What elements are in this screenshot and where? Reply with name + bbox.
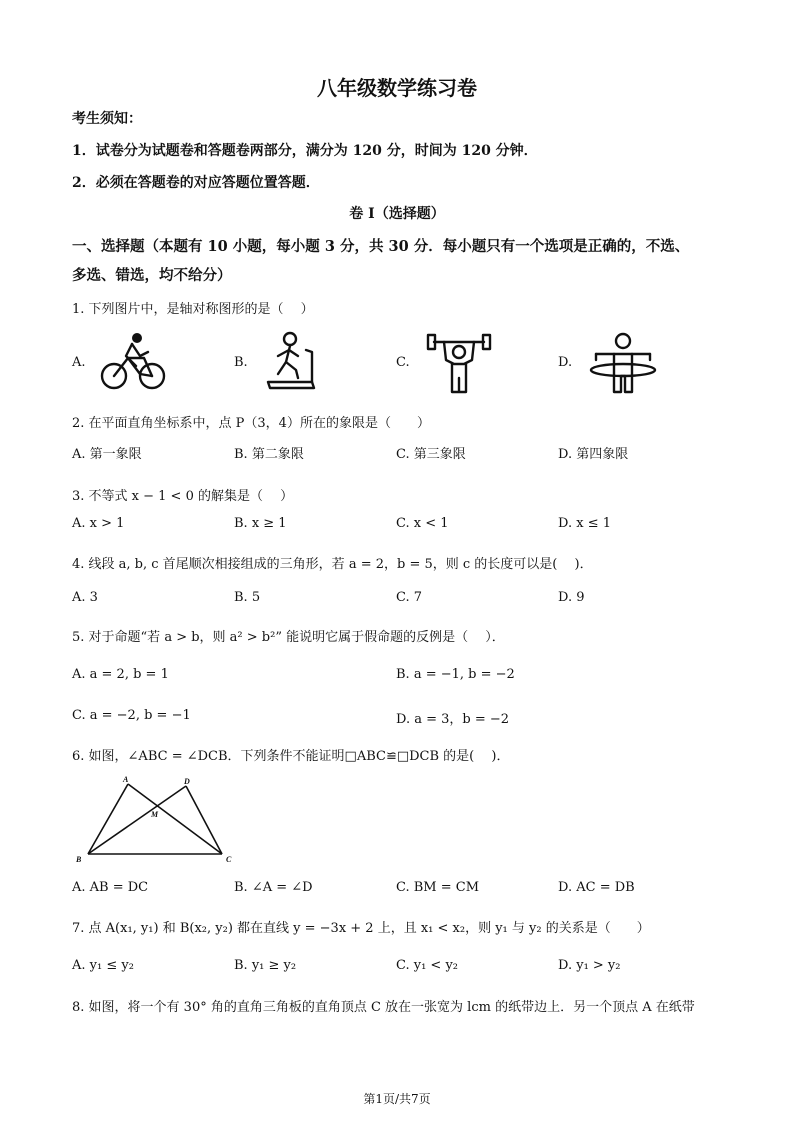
question-7-option-d: D. y₁ > y₂ (558, 958, 621, 973)
question-1-option-c: C. (396, 355, 410, 370)
question-6-option-a: A. AB = DC (72, 880, 149, 895)
question-6-option-d: D. AC = DB (558, 880, 635, 895)
question-3-stem: 3. 不等式 x − 1 < 0 的解集是（ ） (72, 489, 294, 504)
treadmill-runner-icon (264, 330, 324, 392)
question-2-stem: 2. 在平面直角坐标系中，点 P（3，4）所在的象限是（ ） (72, 416, 430, 431)
triangle-figure (72, 772, 242, 864)
question-3-option-b: B. x ≥ 1 (234, 516, 287, 531)
hula-hoop-icon (588, 332, 658, 394)
question-5-option-c: C. a = −2, b = −1 (72, 708, 191, 723)
part-one-instructions-line1: 一、选择题（本题有 10 小题，每小题 3 分，共 30 分．每小题只有一个选项是正确的，不选、 (72, 238, 690, 255)
figure-label-m: M (151, 810, 159, 819)
question-3-option-d: D. x ≤ 1 (558, 516, 611, 531)
question-6-stem: 6. 如图，∠ABC = ∠DCB．下列条件不能证明□ABC≌□DCB 的是( )． (72, 749, 510, 764)
question-5-stem: 5. 对于命题“若 a > b，则 a² > b²” 能说明它属于假命题的反例是（ ）． (72, 630, 505, 645)
figure-label-c: C (226, 855, 232, 864)
question-4-option-a: A. 3 (72, 590, 98, 605)
question-4-option-d: D. 9 (558, 590, 585, 605)
notice-item-1: 1．试卷分为试题卷和答题卷两部分，满分为 120 分，时间为 120 分钟． (72, 143, 538, 159)
question-6-option-c: C. BM = CM (396, 880, 480, 895)
question-1-option-a: A. (72, 355, 86, 370)
question-2-option-a: A. 第一象限 (72, 447, 142, 462)
weightlifter-icon (426, 330, 492, 396)
section-title: 卷 Ⅰ（选择题） (349, 206, 445, 222)
question-3-option-c: C. x < 1 (396, 516, 449, 531)
notice-item-2: 2．必须在答题卷的对应答题位置答题． (72, 175, 320, 191)
question-6-option-b: B. ∠A = ∠D (234, 880, 313, 895)
question-7-stem: 7. 点 A(x₁, y₁) 和 B(x₂, y₂) 都在直线 y = −3x + 2 上，且 x₁ < x₂，则 y₁ 与 y₂ 的关系是（ ） (72, 921, 650, 936)
part-one-instructions-line2: 多选、错选，均不给分） (72, 267, 232, 284)
question-8-stem: 8. 如图，将一个有 30° 角的直角三角板的直角顶点 C 放在一张宽为 lcm 的纸带边上．另一个顶点 A 在纸带 (72, 1000, 695, 1015)
question-7-option-c: C. y₁ < y₂ (396, 958, 459, 973)
cyclist-icon (100, 330, 166, 392)
page-title: 八年级数学练习卷 (317, 76, 477, 100)
question-1-option-d: D. (558, 355, 573, 370)
question-2-option-c: C. 第三象限 (396, 447, 466, 462)
question-1-stem: 1. 下列图片中，是轴对称图形的是（ ） (72, 302, 314, 317)
question-5-option-b: B. a = −1, b = −2 (396, 667, 515, 682)
figure-label-a: A (123, 775, 129, 784)
question-5-option-a: A. a = 2, b = 1 (72, 667, 169, 682)
page-footer: 第1页/共7页 (363, 1092, 431, 1106)
question-4-option-b: B. 5 (234, 590, 261, 605)
question-4-option-c: C. 7 (396, 590, 423, 605)
figure-label-b: B (76, 855, 82, 864)
notice-heading: 考生须知： (72, 111, 142, 127)
question-7-option-a: A. y₁ ≤ y₂ (72, 958, 134, 973)
question-3-option-a: A. x > 1 (72, 516, 125, 531)
figure-label-d: D (184, 777, 190, 786)
question-7-option-b: B. y₁ ≥ y₂ (234, 958, 297, 973)
question-5-option-d: D. a = 3，b = −2 (396, 712, 510, 727)
question-4-stem: 4. 线段 a, b, c 首尾顺次相接组成的三角形，若 a = 2，b = 5，则 c 的长度可以是( )． (72, 557, 593, 572)
question-2-option-d: D. 第四象限 (558, 447, 629, 462)
question-2-option-b: B. 第二象限 (234, 447, 304, 462)
question-1-option-b: B. (234, 355, 248, 370)
